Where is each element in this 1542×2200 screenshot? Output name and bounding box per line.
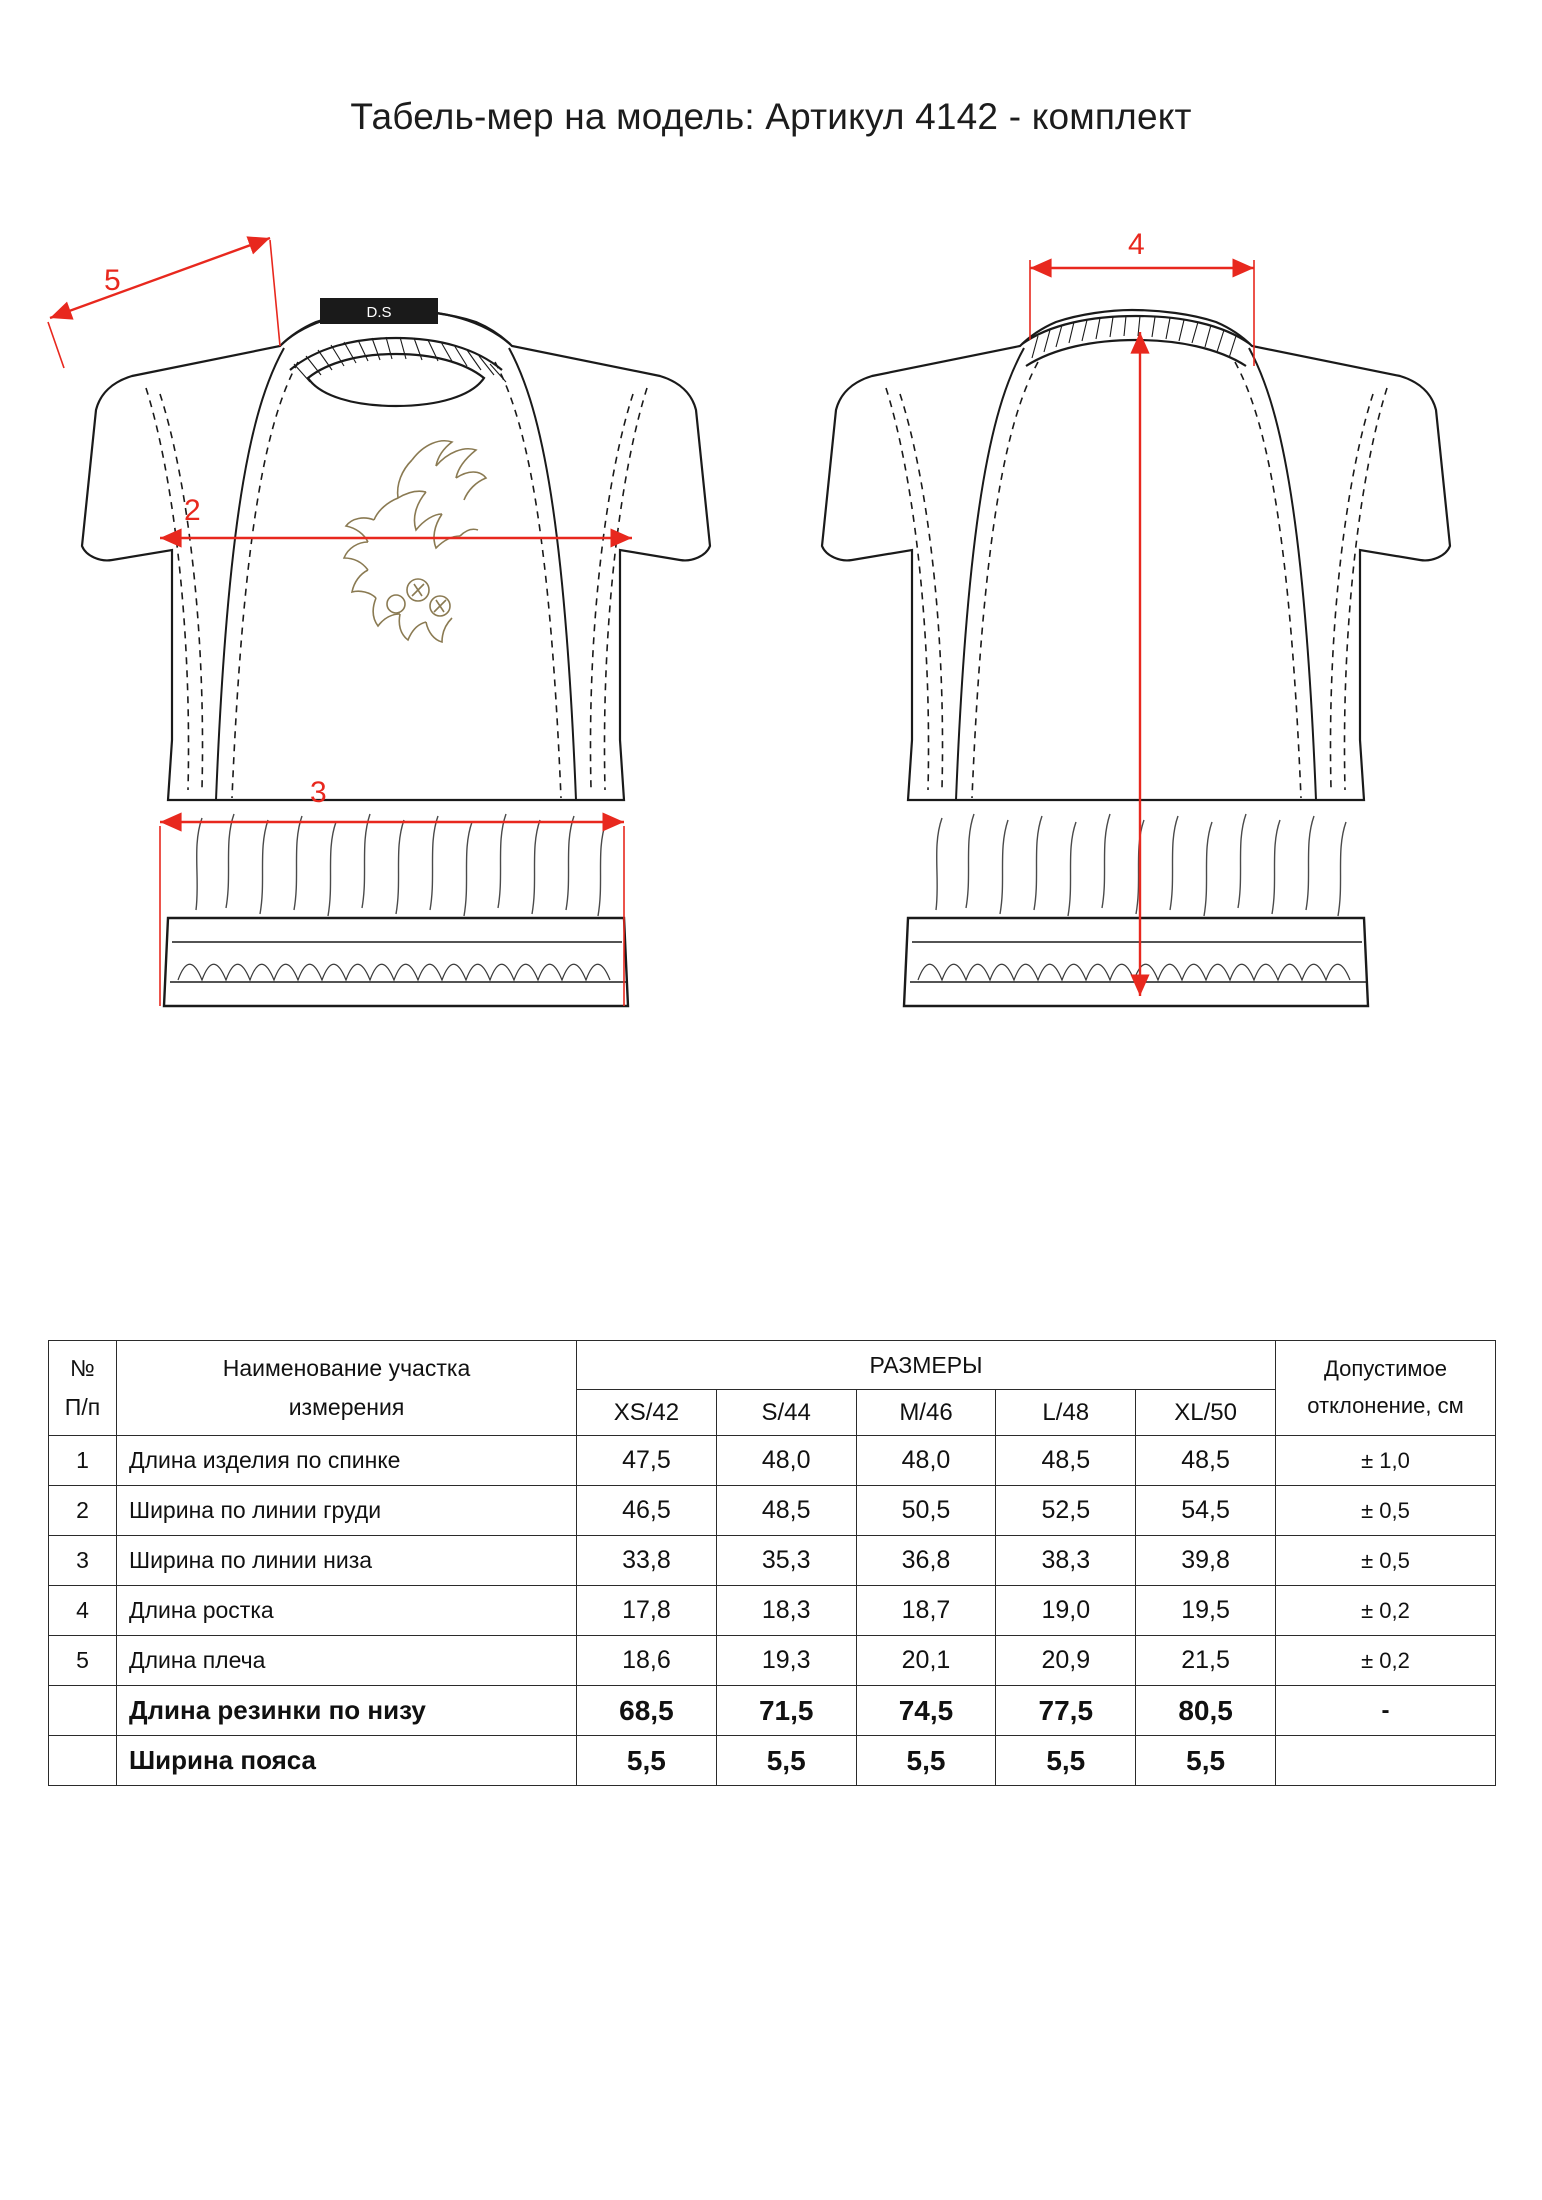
header-deviation-line1: Допустимое <box>1323 1356 1447 1382</box>
table-row <box>49 1636 1496 1686</box>
row-number: 2 <box>49 1486 117 1536</box>
row-value-xl: 80,5 <box>1136 1686 1276 1736</box>
table-row <box>49 1686 1496 1736</box>
row-value-s: 19,3 <box>716 1636 856 1686</box>
row-name: Длина изделия по спинке <box>117 1436 577 1486</box>
header-size-l: L/48 <box>996 1390 1136 1436</box>
row-name: Ширина по линии низа <box>117 1536 577 1586</box>
row-value-xl: 54,5 <box>1136 1486 1276 1536</box>
row-deviation: ± 0,5 <box>1276 1486 1496 1536</box>
row-deviation: - <box>1276 1686 1496 1736</box>
row-value-xs: 5,5 <box>577 1736 717 1786</box>
dimension-2-chest <box>160 494 632 538</box>
row-name: Ширина по линии груди <box>117 1486 577 1536</box>
row-value-xs: 18,6 <box>577 1636 717 1686</box>
row-value-m: 50,5 <box>856 1486 996 1536</box>
row-value-l: 5,5 <box>996 1736 1136 1786</box>
row-deviation: ± 0,5 <box>1276 1536 1496 1586</box>
header-size-s: S/44 <box>716 1390 856 1436</box>
header-number <box>49 1341 117 1436</box>
row-value-l: 20,9 <box>996 1636 1136 1686</box>
row-value-xs: 33,8 <box>577 1536 717 1586</box>
front-view <box>82 298 710 1006</box>
row-value-s: 35,3 <box>716 1536 856 1586</box>
header-deviation <box>1276 1341 1496 1436</box>
table-row <box>49 1736 1496 1786</box>
row-value-s: 5,5 <box>716 1736 856 1786</box>
row-value-xs: 68,5 <box>577 1686 717 1736</box>
row-value-m: 74,5 <box>856 1686 996 1736</box>
dim-label-3: 3 <box>310 776 327 809</box>
row-value-xs: 46,5 <box>577 1486 717 1536</box>
row-value-xs: 17,8 <box>577 1586 717 1636</box>
row-number: 5 <box>49 1636 117 1686</box>
row-value-xl: 5,5 <box>1136 1736 1276 1786</box>
table-header-row-1 <box>49 1341 1496 1390</box>
row-deviation: ± 0,2 <box>1276 1636 1496 1686</box>
row-value-m: 36,8 <box>856 1536 996 1586</box>
row-value-xl: 19,5 <box>1136 1586 1276 1636</box>
header-sizes-group: РАЗМЕРЫ <box>577 1341 1276 1390</box>
row-value-xs: 47,5 <box>577 1436 717 1486</box>
row-number: 1 <box>49 1436 117 1486</box>
dimension-5-shoulder <box>48 238 280 368</box>
header-size-m: M/46 <box>856 1390 996 1436</box>
dim-label-5: 5 <box>104 264 121 297</box>
row-value-xl: 48,5 <box>1136 1436 1276 1486</box>
table-row <box>49 1436 1496 1486</box>
row-number <box>49 1736 117 1786</box>
header-deviation-line2: отклонение, см <box>1307 1393 1464 1419</box>
table-head <box>49 1341 1496 1436</box>
dimension-4-neck-width <box>1030 228 1254 366</box>
row-deviation: ± 1,0 <box>1276 1436 1496 1486</box>
row-deviation <box>1276 1736 1496 1786</box>
row-value-l: 38,3 <box>996 1536 1136 1586</box>
row-value-m: 20,1 <box>856 1636 996 1686</box>
measurements-table-wrap <box>48 1340 1496 1786</box>
measurements-table <box>48 1340 1496 1786</box>
row-value-l: 77,5 <box>996 1686 1136 1736</box>
row-value-m: 5,5 <box>856 1736 996 1786</box>
dim-label-2: 2 <box>184 494 201 527</box>
embroidery-motif <box>344 441 486 642</box>
table-row <box>49 1536 1496 1586</box>
row-deviation: ± 0,2 <box>1276 1586 1496 1636</box>
header-measurement-name <box>117 1341 577 1436</box>
table-row <box>49 1486 1496 1536</box>
technical-drawing <box>20 228 1520 1270</box>
row-name: Длина ростка <box>117 1586 577 1636</box>
row-number: 4 <box>49 1586 117 1636</box>
row-value-xl: 21,5 <box>1136 1636 1276 1686</box>
row-value-m: 18,7 <box>856 1586 996 1636</box>
header-name-line1: Наименование участка <box>222 1355 471 1381</box>
row-value-l: 52,5 <box>996 1486 1136 1536</box>
header-name-line2: измерения <box>288 1394 405 1421</box>
row-value-s: 48,0 <box>716 1436 856 1486</box>
back-view <box>822 310 1450 1006</box>
garment-drawing-svg <box>20 228 1520 1270</box>
header-number-line2: П/п <box>64 1394 101 1421</box>
svg-text:D.S: D.S <box>366 304 392 321</box>
header-size-xs: XS/42 <box>577 1390 717 1436</box>
header-number-line1: № <box>70 1355 95 1381</box>
row-value-l: 19,0 <box>996 1586 1136 1636</box>
row-name: Длина плеча <box>117 1636 577 1686</box>
dim-label-4: 4 <box>1128 228 1145 261</box>
row-name: Ширина пояса <box>117 1736 577 1786</box>
row-number: 3 <box>49 1536 117 1586</box>
brand-label <box>320 298 438 324</box>
row-value-l: 48,5 <box>996 1436 1136 1486</box>
row-name: Длина резинки по низу <box>117 1686 577 1736</box>
row-value-s: 18,3 <box>716 1586 856 1636</box>
row-value-s: 71,5 <box>716 1686 856 1736</box>
row-value-s: 48,5 <box>716 1486 856 1536</box>
page-title: Табель-мер на модель: Артикул 4142 - комплект <box>350 96 1192 137</box>
row-number <box>49 1686 117 1736</box>
row-value-m: 48,0 <box>856 1436 996 1486</box>
header-size-xl: XL/50 <box>1136 1390 1276 1436</box>
table-row <box>49 1586 1496 1636</box>
table-body <box>49 1436 1496 1786</box>
row-value-xl: 39,8 <box>1136 1536 1276 1586</box>
